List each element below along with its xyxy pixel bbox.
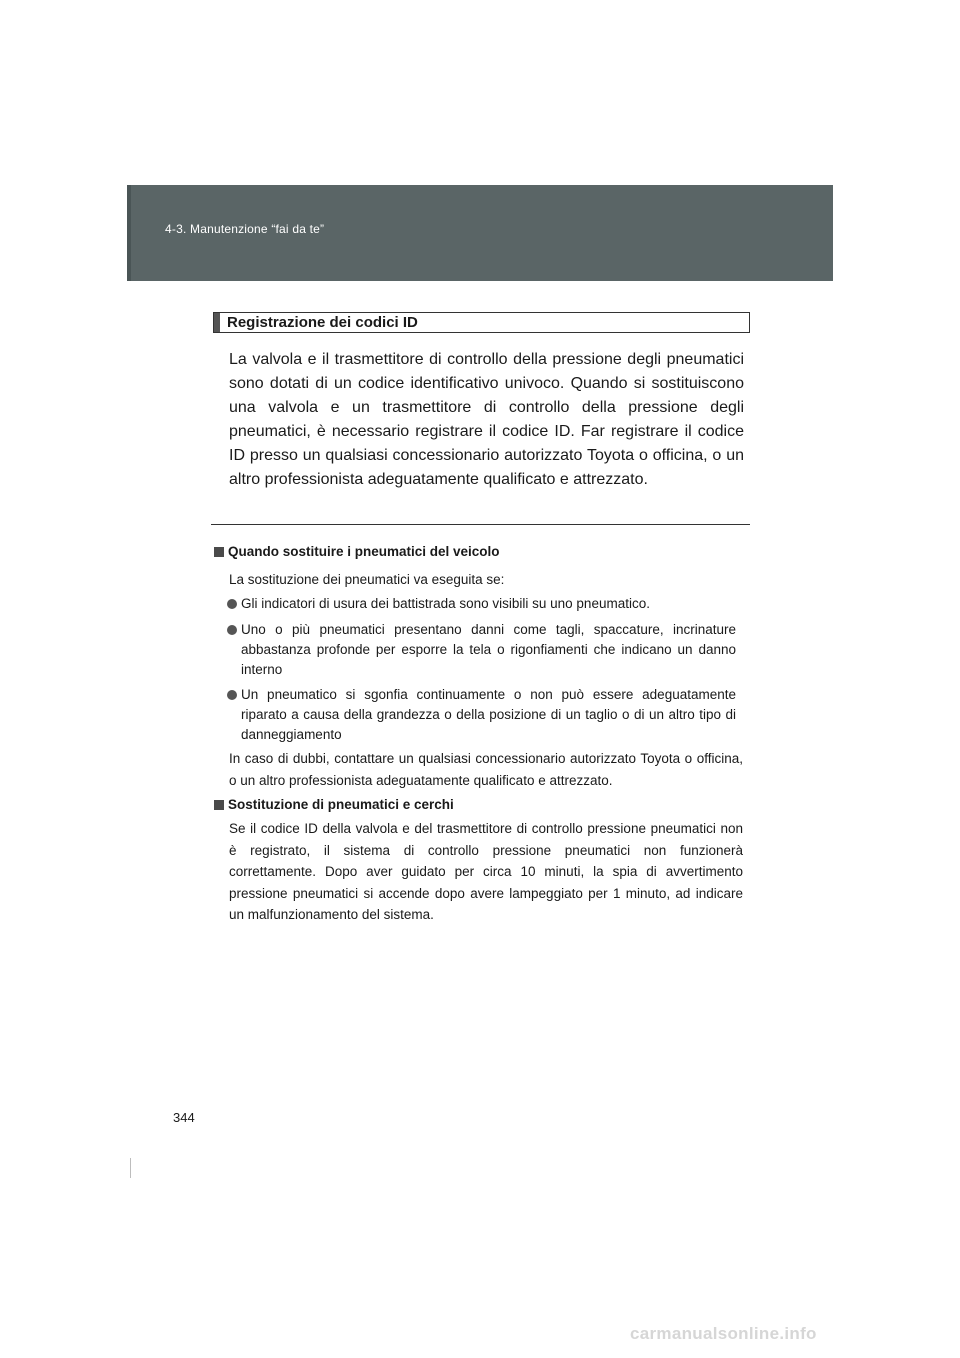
note-lead: La sostituzione dei pneumatici va eseguita se: <box>229 572 505 587</box>
bullet-item: Uno o più pneumatici presentano danni come tagli, spaccature, incrinature abbastanza profonde per esporre la tela o rigonfiamenti che indicano un danno interno <box>241 622 736 677</box>
bullet-dot-icon <box>227 599 237 609</box>
note-heading-tires-wheels <box>214 797 454 812</box>
section-title-box <box>213 312 750 333</box>
margin-mark <box>130 1158 131 1178</box>
intro-paragraph: La valvola e il trasmettitore di controllo della pressione degli pneumatici sono dotati di un codice identificativo univoco. Quando si sostituiscono una valvola e un trasmettitore di controllo della pressione degli pneumatici, è necessario registrare il codice ID. Far registrare il codice ID presso un qualsiasi concessionario autorizzato Toyota o officina, o un altro professionista adeguatamente qualificato e attrezzato. <box>229 351 744 488</box>
bullet-dot-icon <box>227 625 237 635</box>
note-body: Se il codice ID della valvola e del trasmettitore di controllo pressione pneumatici non è registrato, il sistema di controllo pressione pneumatici non funzionerà correttamente. Dopo aver guidato per circa 10 minuti, la spia di avvertimento pressione pneumatici si accende dopo avere lampeggiato per 1 minuto, ad indicare un malfunzionamento del sistema. <box>229 821 743 922</box>
divider <box>211 524 750 525</box>
title-accent-bar <box>214 313 220 332</box>
note-heading-text: Sostituzione di pneumatici e cerchi <box>228 797 454 812</box>
square-bullet-icon <box>214 800 224 810</box>
section-label: 4-3. Manutenzione “fai da te” <box>165 222 325 236</box>
bullet-dot-icon <box>227 690 237 700</box>
bullet-item: Gli indicatori di usura dei battistrada sono visibili su uno pneumatico. <box>241 596 650 611</box>
note-heading-replacement <box>214 544 500 559</box>
watermark: carmanualsonline.info <box>630 1324 817 1343</box>
header-edge-mark <box>127 185 131 281</box>
note-after-text: In caso di dubbi, contattare un qualsiasi concessionario autorizzato Toyota o officina, o un altro professionista adeguatamente qualificato e attrezzato. <box>229 751 743 788</box>
section-title: Registrazione dei codici ID <box>227 314 418 331</box>
page-number: 344 <box>173 1110 195 1125</box>
note-heading-text: Quando sostituire i pneumatici del veicolo <box>228 544 500 559</box>
bullet-item: Un pneumatico si sgonfia continuamente o non può essere adeguatamente riparato a causa della grandezza o della posizione di un taglio o di un altro tipo di danneggiamento <box>241 687 736 742</box>
square-bullet-icon <box>214 547 224 557</box>
